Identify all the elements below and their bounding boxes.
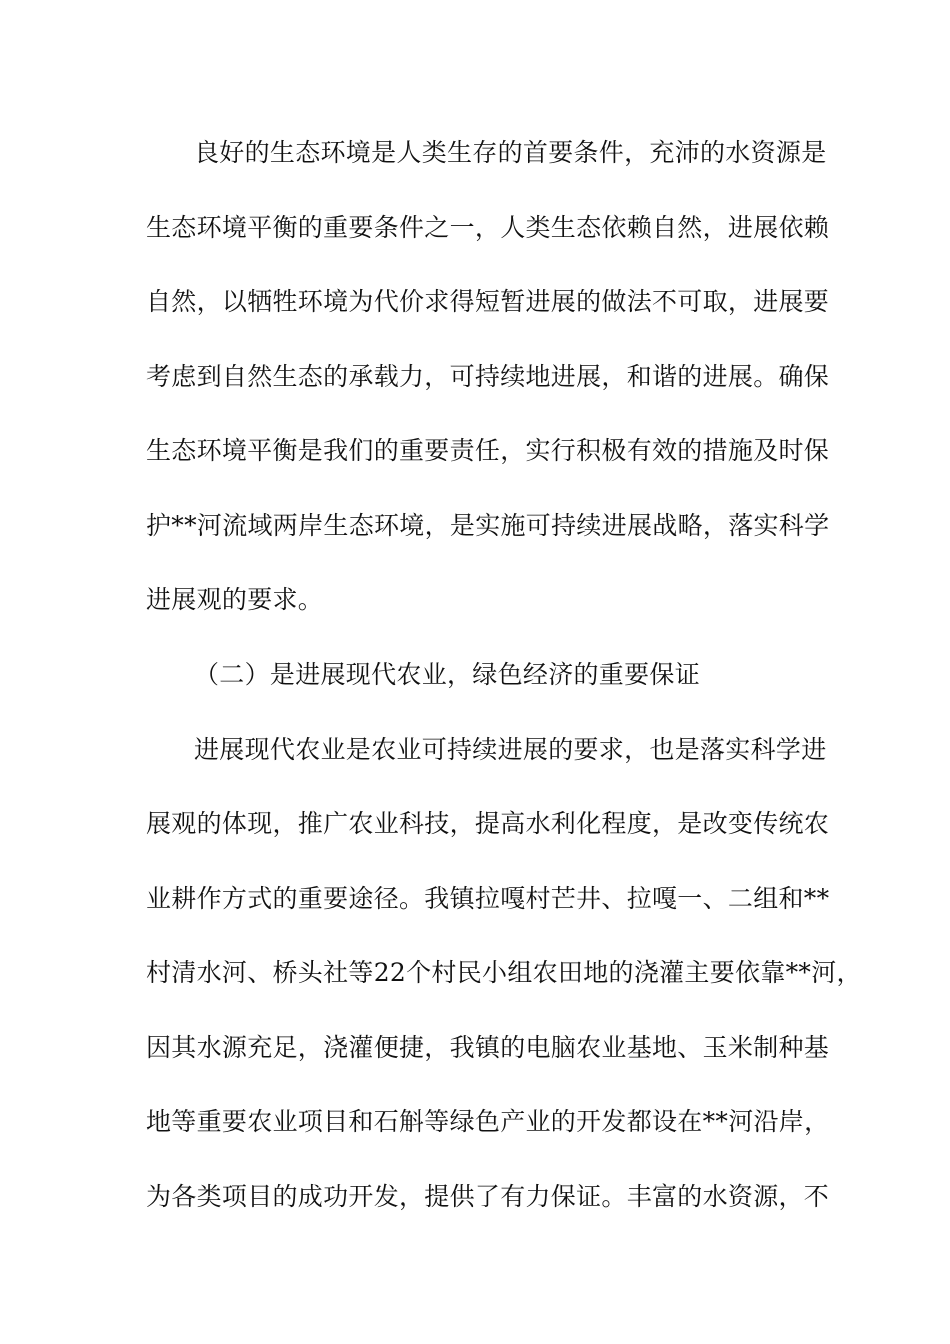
paragraph-1-line-7: 进展观的要求。	[146, 585, 324, 614]
paragraph-1-line-2: 生态环境平衡的重要条件之一，人类生态依赖自然，进展依赖	[146, 213, 830, 242]
paragraph-2-line-4: 村清水河、桥头社等22个村民小组农田地的浇灌主要依靠**河，	[146, 958, 862, 987]
paragraph-2-line-7: 为各类项目的成功开发，提供了有力保证。丰富的水资源，不	[146, 1182, 830, 1211]
section-heading-2: （二）是进展现代农业，绿色经济的重要保证	[194, 660, 701, 689]
paragraph-1-line-4: 考虑到自然生态的承载力，可持续地进展，和谐的进展。确保	[146, 362, 830, 391]
paragraph-2-line-5: 因其水源充足，浇灌便捷，我镇的电脑农业基地、玉米制种基	[146, 1033, 830, 1062]
paragraph-1-line-3: 自然，以牺牲环境为代价求得短暂进展的做法不可取，进展要	[146, 287, 830, 316]
paragraph-2-line-6: 地等重要农业项目和石斛等绿色产业的开发都设在**河沿岸，	[146, 1107, 830, 1136]
paragraph-2-line-2: 展观的体现，推广农业科技，提高水利化程度，是改变传统农	[146, 809, 830, 838]
paragraph-1-line-1: 良好的生态环境是人类生存的首要条件，充沛的水资源是	[194, 138, 827, 167]
paragraph-2-line-1: 进展现代农业是农业可持续进展的要求，也是落实科学进	[194, 735, 827, 764]
paragraph-1-line-5: 生态环境平衡是我们的重要责任，实行积极有效的措施及时保	[146, 436, 830, 465]
paragraph-1-line-6: 护**河流域两岸生态环境，是实施可持续进展战略，落实科学	[146, 511, 830, 540]
paragraph-2-line-3: 业耕作方式的重要途径。我镇拉嘎村芒井、拉嘎一、二组和**	[146, 884, 830, 913]
